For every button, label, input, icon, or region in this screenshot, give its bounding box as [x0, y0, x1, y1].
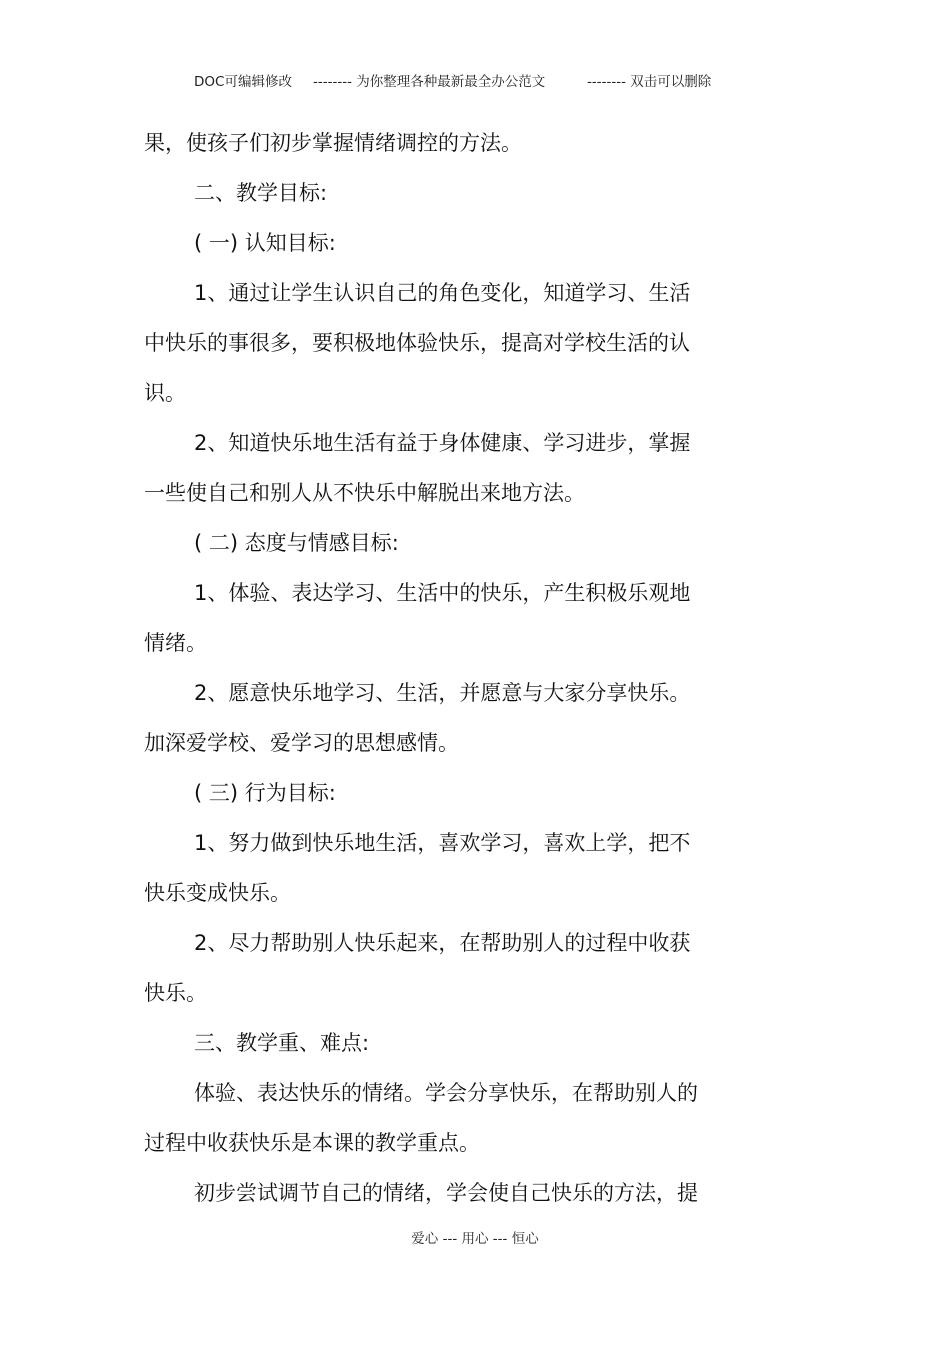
header-middle-text: -------- 为你整理各种最新最全办公范文: [313, 74, 546, 90]
text-line: 识。: [144, 381, 186, 405]
text-line: 果，使孩子们初步掌握情绪调控的方法。: [144, 131, 522, 155]
text-line: 一些使自己和别人从不快乐中解脱出来地方法。: [144, 481, 585, 505]
text-line: 1、体验、表达学习、生活中的快乐，产生积极乐观地: [194, 581, 691, 605]
text-line: ( 一) 认知目标:: [194, 231, 336, 255]
page-header: [0, 71, 950, 93]
text-line: 1、通过让学生认识自己的角色变化，知道学习、生活: [194, 281, 691, 305]
text-line: 2、愿意快乐地学习、生活，并愿意与大家分享快乐。: [194, 681, 691, 705]
text-line: ( 二) 态度与情感目标:: [194, 531, 399, 555]
text-line: 过程中收获快乐是本课的教学重点。: [144, 1131, 480, 1155]
text-line: 2、知道快乐地生活有益于身体健康、学习进步，掌握: [194, 431, 691, 455]
text-line: 加深爱学校、爱学习的思想感情。: [144, 731, 459, 755]
page-footer: 爱心 --- 用心 --- 恒心: [411, 1231, 539, 1247]
text-line: 体验、表达快乐的情绪。学会分享快乐，在帮助别人的: [194, 1081, 698, 1105]
text-line: 快乐变成快乐。: [144, 881, 291, 905]
text-line: 三、教学重、难点:: [194, 1031, 370, 1055]
header-right-text: -------- 双击可以删除: [587, 74, 712, 90]
text-line: ( 三) 行为目标:: [194, 781, 336, 805]
text-line: 情绪。: [144, 631, 207, 655]
text-line: 初步尝试调节自己的情绪，学会使自己快乐的方法，提: [194, 1181, 698, 1205]
text-line: 快乐。: [144, 981, 207, 1005]
text-line: 中快乐的事很多，要积极地体验快乐，提高对学校生活的认: [144, 331, 690, 355]
header-doc-label: DOC可编辑修改: [194, 74, 292, 90]
text-line: 2、尽力帮助别人快乐起来，在帮助别人的过程中收获: [194, 931, 691, 955]
text-line: 二、教学目标:: [194, 181, 328, 205]
document-body: [144, 118, 744, 1218]
text-line: 1、努力做到快乐地生活，喜欢学习，喜欢上学，把不: [194, 831, 691, 855]
